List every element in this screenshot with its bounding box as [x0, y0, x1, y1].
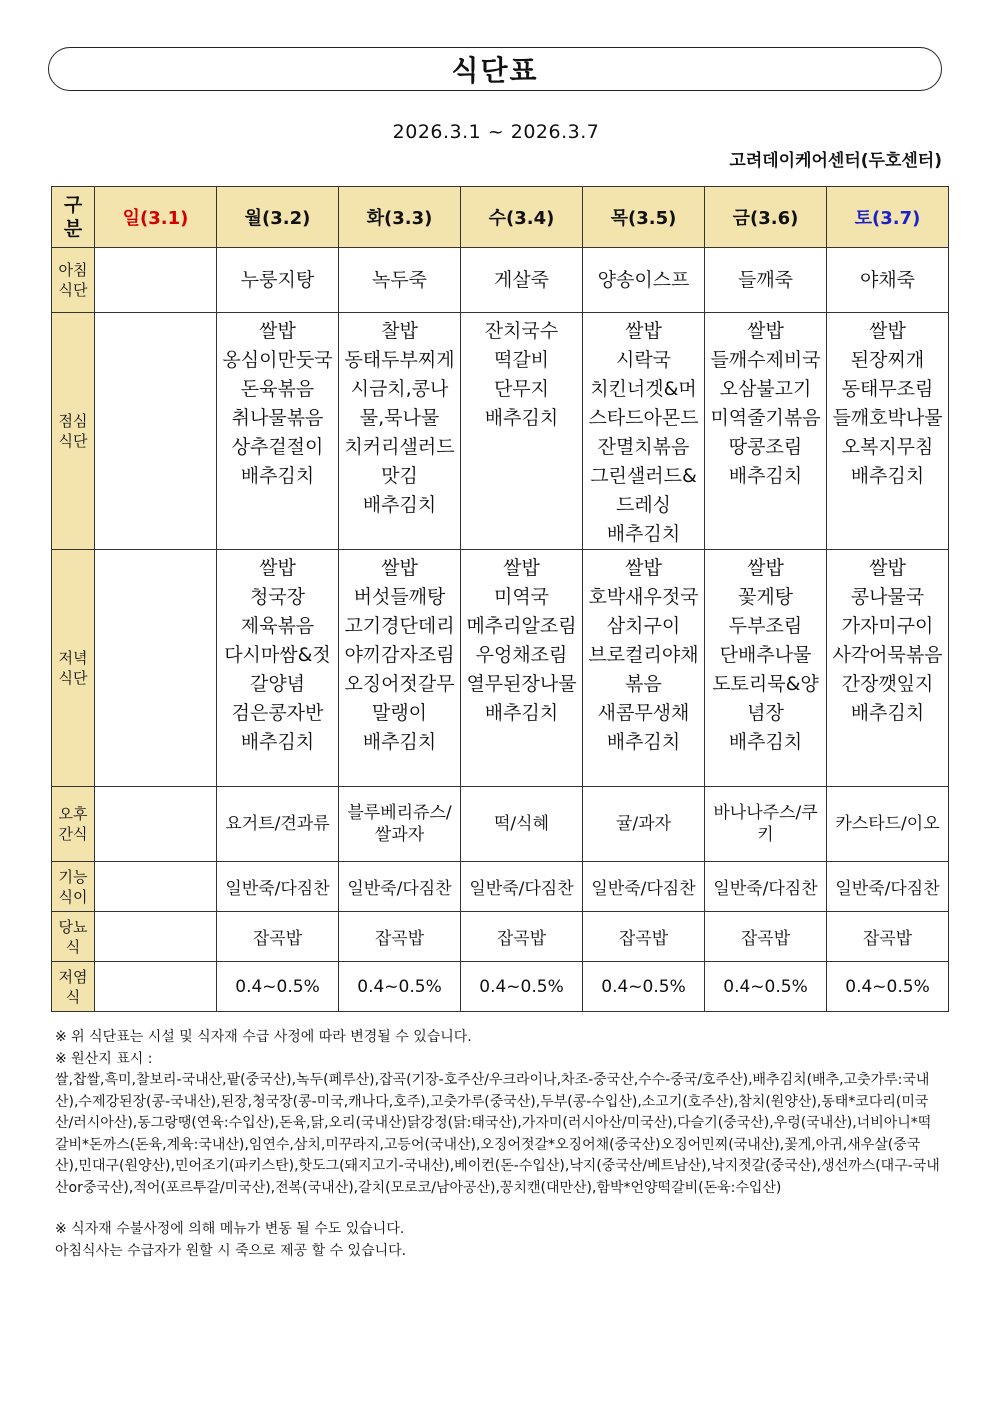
functional-cell: 일반죽/다짐찬 [217, 862, 339, 912]
note-origin-list: 쌀,찹쌀,흑미,찰보리-국내산,팥(중국산),녹두(페루산),잡곡(기장-호주산/우크라이나,차조-중국산,수수-중국/호주산),배추김치(배추,고춧가루:국내산),수제강된장(콩-국내산),된장,청국장(콩-미국,캐나다,호주),고춧가루(중국산),두부(콩-수입산),소고기(호주산),참치(원양산),동태*코다리(미국산/러시아산),동그랑땡(연육:수입산),돈육,닭,오리(국내산)닭강정(닭:태국산),가자미(러시아산/미국산),다슬기(중국산),우렁(국내산),너비아니*떡갈비*돈까스(돈육,계육:국내산),임연수,삼치,미꾸라지,고등어(국내산),오징어젓갈*오징어채(중국산)오징어민찌(국내산),꽃게,아귀,새우살(중국산),민대구(원양산),민어조기(파키스탄),핫도그(돼지고기-국내산),베이컨(돈-수입산),낙지(중국산/베트남산),낙지젓갈(중국산),생선까스(대구-국내산or중국산),적어(포르투갈/미국산),전복(국내산),갈치(모로코/남아공산),꽁치캔(대만산),함박*언양떡갈비(돈육:수입산) [55, 1072, 940, 1196]
center-name: 고려데이케어센터(두호센터) [729, 151, 942, 171]
dinner-cell: 쌀밥 호박새우젓국 삼치구이 브로컬리야채 볶음 새콤무생채 배추김치 [583, 550, 705, 787]
dinner-cell: 쌀밥 버섯들깨탕 고기경단데리 야끼감자조림 오징어젓갈무 말랭이 배추김치 [339, 550, 461, 787]
lowsalt-cell: 0.4~0.5% [217, 962, 339, 1012]
note-change-notice: ※ 위 식단표는 시설 및 식자재 수급 사정에 따라 변경될 수 있습니다. [55, 1029, 472, 1045]
diabetic-cell [95, 912, 217, 962]
functional-cell: 일반죽/다짐찬 [583, 862, 705, 912]
breakfast-cell: 게살죽 [461, 248, 583, 313]
row-label-diabetic: 당뇨 식 [52, 912, 95, 962]
snack-cell: 귤/과자 [583, 787, 705, 862]
note-breakfast-notice: 아침식사는 수급자가 원할 시 죽으로 제공 할 수 있습니다. [55, 1242, 407, 1259]
diabetic-cell: 잡곡밥 [583, 912, 705, 962]
functional-cell: 일반죽/다짐찬 [827, 862, 949, 912]
lowsalt-cell: 0.4~0.5% [705, 962, 827, 1012]
breakfast-cell: 들깨죽 [705, 248, 827, 313]
header-row [52, 187, 949, 248]
functional-cell: 일반죽/다짐찬 [339, 862, 461, 912]
lunch-cell [95, 313, 217, 550]
day-header-sat: 토(3.7) [827, 187, 949, 248]
lowsalt-row [52, 962, 949, 1012]
snack-cell [95, 787, 217, 862]
row-label-functional: 기능 식이 [52, 862, 95, 912]
row-label-breakfast: 아침 식단 [52, 248, 95, 313]
day-header-sun: 일(3.1) [95, 187, 217, 248]
row-label-dinner: 저녁 식단 [52, 550, 95, 787]
diabetic-cell: 잡곡밥 [339, 912, 461, 962]
dinner-cell: 쌀밥 청국장 제육볶음 다시마쌈&젓 갈양념 검은콩자반 배추김치 [217, 550, 339, 787]
breakfast-row [52, 248, 949, 313]
lunch-cell: 쌀밥 시락국 치킨너겟&머 스타드아몬드 잔멸치볶음 그린샐러드& 드레싱 배추김치 [583, 313, 705, 550]
day-header-wed: 수(3.4) [461, 187, 583, 248]
breakfast-cell: 양송이스프 [583, 248, 705, 313]
row-label-snack: 오후 간식 [52, 787, 95, 862]
date-range: 2026.3.1 ~ 2026.3.7 [392, 121, 600, 143]
note-origin-heading: ※ 원산지 표시 : [55, 1050, 153, 1067]
lunch-cell: 찰밥 동태두부찌게 시금치,콩나 물,묵나물 치커리샐러드 맛김 배추김치 [339, 313, 461, 550]
snack-cell: 카스타드/이오 [827, 787, 949, 862]
snack-cell: 떡/식혜 [461, 787, 583, 862]
lowsalt-cell: 0.4~0.5% [461, 962, 583, 1012]
diabetic-cell: 잡곡밥 [705, 912, 827, 962]
day-header-thu: 목(3.5) [583, 187, 705, 248]
breakfast-cell [95, 248, 217, 313]
diabetic-cell: 잡곡밥 [461, 912, 583, 962]
functional-row [52, 862, 949, 912]
corner-header: 구 분 [52, 187, 95, 248]
dinner-cell: 쌀밥 미역국 메추리알조림 우엉채조림 열무된장나물 배추김치 [461, 550, 583, 787]
breakfast-cell: 야채죽 [827, 248, 949, 313]
row-label-lunch: 점심 식단 [52, 313, 95, 550]
day-header-mon: 월(3.2) [217, 187, 339, 248]
note-supply-notice: ※ 식자재 수불사정에 의해 메뉴가 변동 될 수도 있습니다. [55, 1221, 405, 1237]
functional-cell: 일반죽/다짐찬 [461, 862, 583, 912]
snack-cell: 블루베리쥬스/ 쌀과자 [339, 787, 461, 862]
lowsalt-cell: 0.4~0.5% [339, 962, 461, 1012]
notes-section [55, 1027, 940, 1262]
functional-cell: 일반죽/다짐찬 [705, 862, 827, 912]
day-header-tue: 화(3.3) [339, 187, 461, 248]
dinner-cell [95, 550, 217, 787]
functional-cell [95, 862, 217, 912]
lunch-cell: 쌀밥 들깨수제비국 오삼불고기 미역줄기볶음 땅콩조림 배추김치 [705, 313, 827, 550]
menu-table [51, 186, 949, 1012]
diabetic-cell: 잡곡밥 [217, 912, 339, 962]
lunch-cell: 잔치국수 떡갈비 단무지 배추김치 [461, 313, 583, 550]
dinner-row [52, 550, 949, 787]
lunch-cell: 쌀밥 된장찌개 동태무조림 들깨호박나물 오복지무침 배추김치 [827, 313, 949, 550]
snack-cell: 바나나주스/쿠 키 [705, 787, 827, 862]
page-title: 식단표 [451, 54, 539, 87]
lowsalt-cell: 0.4~0.5% [583, 962, 705, 1012]
diabetic-cell: 잡곡밥 [827, 912, 949, 962]
breakfast-cell: 누룽지탕 [217, 248, 339, 313]
row-label-lowsalt: 저염 식 [52, 962, 95, 1012]
title-box [48, 47, 942, 91]
dinner-cell: 쌀밥 꽃게탕 두부조림 단배추나물 도토리묵&양 념장 배추김치 [705, 550, 827, 787]
snack-row [52, 787, 949, 862]
snack-cell: 요거트/견과류 [217, 787, 339, 862]
breakfast-cell: 녹두죽 [339, 248, 461, 313]
diabetic-row [52, 912, 949, 962]
dinner-cell: 쌀밥 콩나물국 가자미구이 사각어묵볶음 간장깻잎지 배추김치 [827, 550, 949, 787]
lunch-cell: 쌀밥 옹심이만둣국 돈육볶음 취나물볶음 상추겉절이 배추김치 [217, 313, 339, 550]
day-header-fri: 금(3.6) [705, 187, 827, 248]
lowsalt-cell: 0.4~0.5% [827, 962, 949, 1012]
lunch-row [52, 313, 949, 550]
lowsalt-cell [95, 962, 217, 1012]
